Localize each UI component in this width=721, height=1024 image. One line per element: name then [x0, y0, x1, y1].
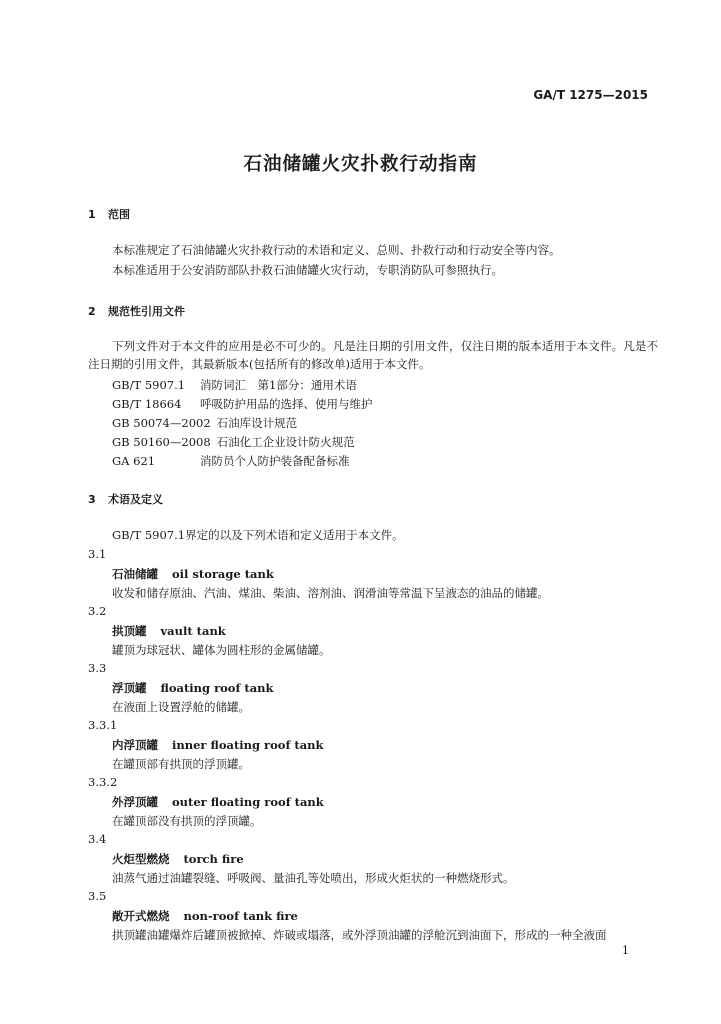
section-number: 1 [88, 208, 96, 221]
term-heading [112, 623, 226, 639]
term-chinese: 内浮顶罐 [112, 738, 158, 752]
reference-title: 消防员个人防护装备配备标准 [200, 454, 350, 468]
reference-code: GB/T 5907.1 [112, 378, 186, 392]
term-chinese: 火炬型燃烧 [112, 852, 170, 866]
reference-item [112, 453, 350, 469]
reference-title: 石油化工企业设计防火规范 [216, 435, 355, 449]
term-english: torch fire [183, 852, 244, 866]
term-definition: 油蒸气通过油罐裂缝、呼吸阀、量油孔等处喷出，形成火炬状的一种燃烧形式。 [112, 871, 515, 885]
section-3-intro: GB/T 5907.1界定的以及下列术语和定义适用于本文件。 [112, 528, 404, 542]
term-chinese: 浮顶罐 [112, 681, 147, 695]
term-heading [112, 680, 274, 696]
reference-code: GA 621 [112, 454, 156, 468]
section-1-heading [88, 206, 130, 222]
section-2-heading [88, 303, 185, 319]
term-english: oil storage tank [172, 567, 274, 581]
term-english: inner floating roof tank [172, 738, 324, 752]
term-number: 3.3 [88, 661, 107, 675]
term-english: outer floating roof tank [172, 795, 324, 809]
section-1-paragraph-1: 本标准规定了石油储罐火灾扑救行动的术语和定义、总则、扑救行动和行动安全等内容。 [112, 243, 561, 257]
term-english: floating roof tank [160, 681, 274, 695]
section-title: 规范性引用文件 [108, 305, 185, 318]
term-chinese: 敞开式燃烧 [112, 909, 170, 923]
term-chinese: 外浮顶罐 [112, 795, 158, 809]
term-definition: 在罐顶部没有拱顶的浮顶罐。 [112, 814, 262, 828]
term-heading [112, 908, 298, 924]
section-number: 2 [88, 305, 96, 318]
section-3-heading [88, 491, 163, 507]
reference-title: 消防词汇 第1部分：通用术语 [200, 378, 357, 392]
reference-item [112, 434, 355, 450]
section-title: 范围 [108, 208, 130, 221]
term-definition: 在液面上设置浮舱的储罐。 [112, 700, 250, 714]
standard-code: GA/T 1275—2015 [533, 88, 648, 102]
page-number: 1 [622, 944, 629, 957]
term-heading [112, 851, 244, 867]
term-definition: 收发和储存原油、汽油、煤油、柴油、溶剂油、润滑油等常温下呈液态的油品的储罐。 [112, 586, 549, 600]
term-english: non-roof tank fire [183, 909, 298, 923]
term-heading [112, 566, 274, 582]
reference-item [112, 377, 357, 393]
reference-code: GB 50074—2002 [112, 416, 211, 430]
term-definition: 罐顶为球冠状、罐体为圆柱形的金属储罐。 [112, 643, 331, 657]
term-heading [112, 794, 324, 810]
reference-title: 石油库设计规范 [216, 416, 298, 430]
reference-title: 呼吸防护用品的选择、使用与维护 [200, 397, 373, 411]
term-number: 3.3.2 [88, 775, 118, 789]
section-title: 术语及定义 [108, 493, 163, 506]
term-number: 3.5 [88, 889, 107, 903]
section-1-paragraph-2: 本标准适用于公安消防部队扑救石油储罐火灾行动，专职消防队可参照执行。 [112, 263, 503, 277]
term-number: 3.2 [88, 604, 107, 618]
term-number: 3.1 [88, 547, 107, 561]
document-title: 石油储罐火灾扑救行动指南 [243, 154, 478, 175]
term-english: vault tank [160, 624, 226, 638]
term-chinese: 拱顶罐 [112, 624, 147, 638]
section-number: 3 [88, 493, 96, 506]
term-chinese: 石油储罐 [112, 567, 158, 581]
term-definition: 拱顶罐油罐爆炸后罐顶被掀掉、炸破或塌落，或外浮顶油罐的浮舱沉到油面下，形成的一种全液面 [112, 928, 607, 942]
reference-item [112, 396, 373, 412]
term-number: 3.4 [88, 832, 107, 846]
reference-item [112, 415, 297, 431]
term-heading [112, 737, 323, 753]
reference-code: GB/T 18664 [112, 397, 182, 411]
term-definition: 在罐顶部有拱顶的浮顶罐。 [112, 757, 250, 771]
term-number: 3.3.1 [88, 718, 118, 732]
reference-code: GB 50160—2008 [112, 435, 211, 449]
section-2-intro: 下列文件对于本文件的应用是必不可少的。凡是注日期的引用文件，仅注日期的版本适用于本文件。凡是不注日期的引用文件，其最新版本(包括所有的修改单)适用于本文件。 [88, 339, 658, 371]
